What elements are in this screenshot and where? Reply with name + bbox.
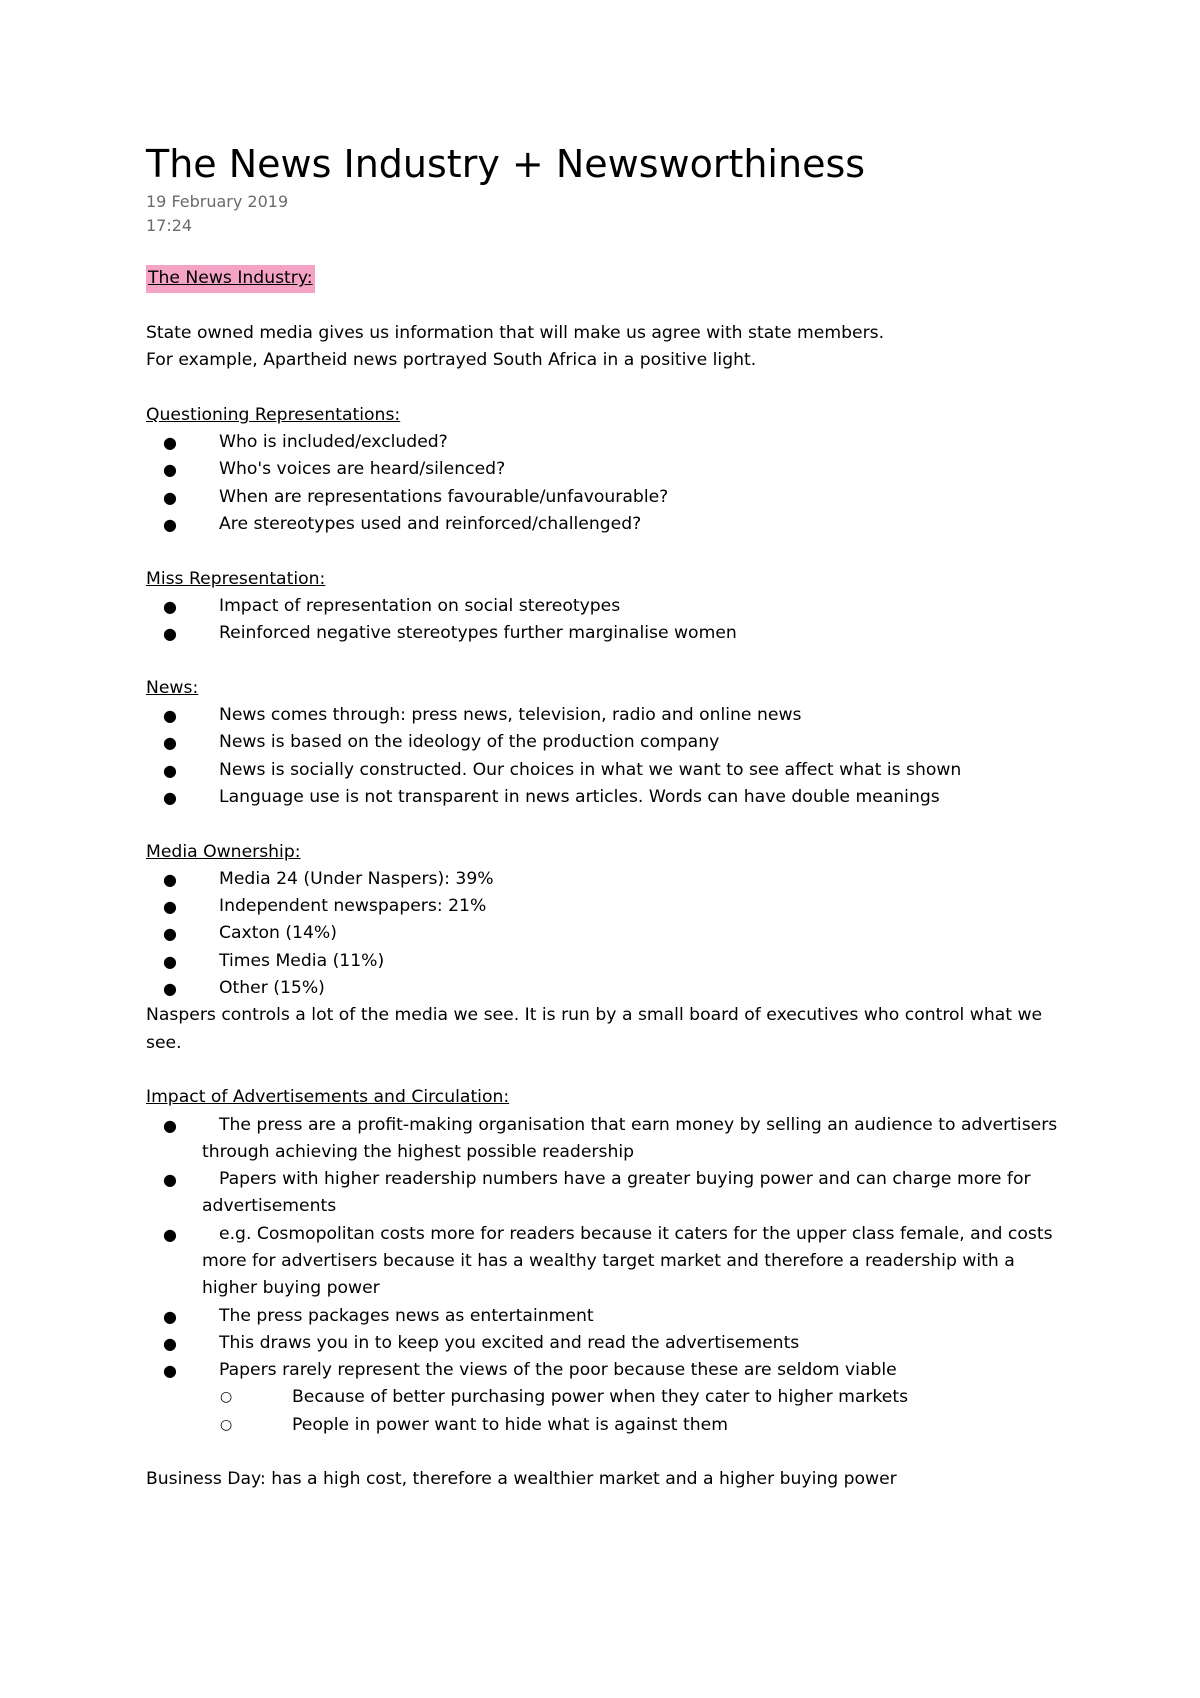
section-advertisements-heading: Impact of Advertisements and Circulation: (146, 1087, 510, 1108)
list-item-text: Are stereotypes used and reinforced/challenged? (219, 513, 642, 534)
list-item-text: Language use is not transparent in news articles. Words can have double meanings (219, 786, 940, 807)
section-miss-rep-heading: Miss Representation: (146, 568, 326, 589)
bullet-icon: ● (163, 924, 177, 944)
list-item-text: This draws you in to keep you excited and read the advertisements (219, 1332, 800, 1353)
section-news-industry-heading-row (146, 265, 1066, 292)
paragraph: Naspers controls a lot of the media we see. It is run by a small board of executives who control what we see. (146, 1005, 1043, 1053)
bullet-icon: ● (163, 869, 177, 889)
section-questioning-heading-row (146, 402, 1066, 429)
document-page (146, 140, 1066, 1494)
note-time: 17:24 (146, 216, 193, 235)
list-item-text: Times Media (11%) (219, 950, 385, 971)
list-item (146, 1112, 1066, 1167)
sub-list-item (146, 1384, 1066, 1411)
bullet-icon: ● (163, 951, 177, 971)
advertisements-list (146, 1112, 1066, 1385)
section-questioning-heading: Questioning Representations: (146, 404, 401, 425)
list-item-text: The press are a profit-making organisation that earn money by selling an audience to advertisers through achieving the highest possible readership (202, 1114, 1058, 1162)
list-item (146, 593, 1066, 620)
circle-bullet-icon: ○ (220, 1416, 233, 1433)
section-ownership-heading: Media Ownership: (146, 841, 301, 862)
list-item-text: e.g. Cosmopolitan costs more for readers because it caters for the upper class female, and costs more for advertisers because it has a wealthy target market and therefore a readership with a higher buying power (202, 1223, 1053, 1299)
bullet-icon: ● (163, 787, 177, 807)
sub-list-item-text: People in power want to hide what is against them (292, 1414, 728, 1435)
advertisements-sub-list (146, 1384, 1066, 1439)
bullet-icon: ● (163, 487, 177, 507)
list-item (146, 1357, 1066, 1384)
business-day-paragraph: Business Day: has a high cost, therefore a wealthier market and a higher buying power (146, 1469, 897, 1490)
sub-list-item (146, 1412, 1066, 1439)
section-news-heading-row (146, 675, 1066, 702)
list-item (146, 456, 1066, 483)
list-item (146, 729, 1066, 756)
bullet-icon: ● (163, 1115, 177, 1135)
list-item (146, 893, 1066, 920)
page-title: The News Industry + Newsworthiness (146, 142, 866, 186)
list-item (146, 429, 1066, 456)
list-item-text: The press packages news as entertainment (219, 1305, 594, 1326)
bullet-icon: ● (163, 433, 177, 453)
bullet-icon: ● (163, 979, 177, 999)
bullet-icon: ● (163, 760, 177, 780)
bullet-icon: ● (163, 624, 177, 644)
list-item (146, 948, 1066, 975)
paragraph: For example, Apartheid news portrayed South Africa in a positive light. (146, 350, 757, 371)
questioning-list (146, 429, 1066, 538)
bullet-icon: ● (163, 1333, 177, 1353)
list-item (146, 784, 1066, 811)
list-item-text: News is socially constructed. Our choices in what we want to see affect what is shown (219, 759, 962, 780)
ownership-list (146, 866, 1066, 1002)
section-news-heading: News: (146, 677, 199, 698)
list-item-text: Media 24 (Under Naspers): 39% (219, 868, 494, 889)
list-item-text: Independent newspapers: 21% (219, 896, 487, 917)
section-advertisements-heading-row (146, 1084, 1066, 1111)
bullet-icon: ● (163, 1170, 177, 1190)
section-ownership-heading-row (146, 839, 1066, 866)
list-item-text: Caxton (14%) (219, 923, 337, 944)
paragraph: State owned media gives us information that will make us agree with state members. (146, 322, 885, 343)
list-item-text: Who's voices are heard/silenced? (219, 459, 506, 480)
bullet-icon: ● (163, 596, 177, 616)
sub-list-item-text: Because of better purchasing power when they cater to higher markets (292, 1387, 909, 1408)
list-item (146, 511, 1066, 538)
section-miss-rep-heading-row (146, 566, 1066, 593)
bullet-icon: ● (163, 1361, 177, 1381)
list-item-text: Papers rarely represent the views of the poor because these are seldom viable (219, 1360, 897, 1381)
list-item-text: Reinforced negative stereotypes further marginalise women (219, 623, 737, 644)
bullet-icon: ● (163, 1306, 177, 1326)
section-news-industry-heading: The News Industry: (146, 265, 315, 292)
list-item (146, 484, 1066, 511)
list-item-text: News is based on the ideology of the production company (219, 732, 720, 753)
list-item (146, 1330, 1066, 1357)
circle-bullet-icon: ○ (220, 1389, 233, 1406)
list-item-text: Who is included/excluded? (219, 432, 448, 453)
list-item (146, 866, 1066, 893)
list-item (146, 757, 1066, 784)
bullet-icon: ● (163, 514, 177, 534)
list-item (146, 975, 1066, 1002)
list-item-text: Papers with higher readership numbers have a greater buying power and can charge more for advertisements (202, 1169, 1031, 1217)
bullet-icon: ● (163, 706, 177, 726)
list-item-text: Impact of representation on social stereotypes (219, 595, 621, 616)
list-item (146, 1221, 1066, 1303)
bullet-icon: ● (163, 897, 177, 917)
bullet-icon: ● (163, 460, 177, 480)
bullet-icon: ● (163, 1224, 177, 1244)
list-item (146, 920, 1066, 947)
note-date: 19 February 2019 (146, 192, 289, 211)
list-item (146, 620, 1066, 647)
miss-rep-list (146, 593, 1066, 648)
list-item-text: News comes through: press news, television, radio and online news (219, 705, 802, 726)
list-item (146, 1166, 1066, 1221)
list-item (146, 702, 1066, 729)
list-item-text: Other (15%) (219, 978, 325, 999)
news-list (146, 702, 1066, 811)
bullet-icon: ● (163, 733, 177, 753)
list-item (146, 1303, 1066, 1330)
list-item-text: When are representations favourable/unfavourable? (219, 486, 669, 507)
note-body (146, 238, 1066, 1494)
